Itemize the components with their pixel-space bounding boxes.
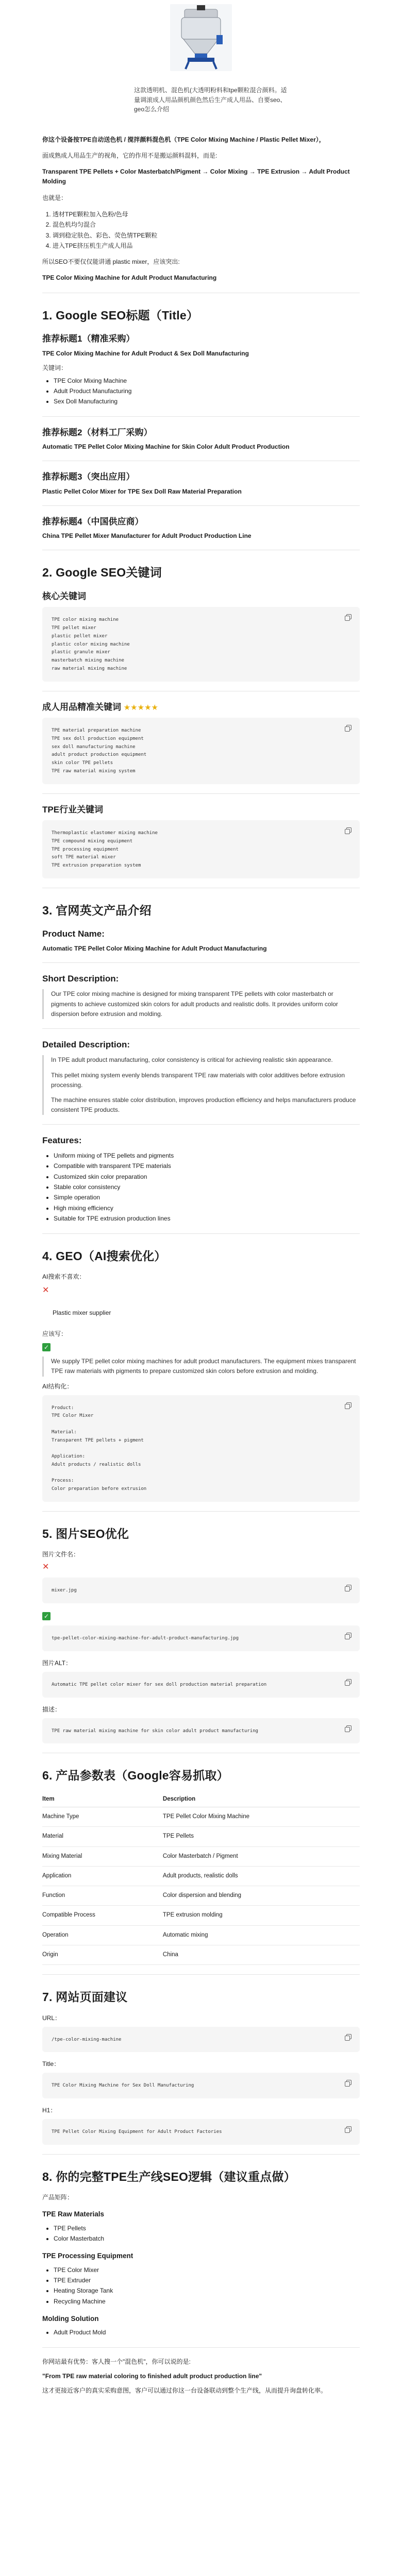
table-cell: Adult products, realistic dolls [163,1866,360,1886]
table-row [42,1906,360,1925]
code-text: TPE Pellet Color Mixing Equipment for Adult Product Factories [52,2129,222,2135]
process-steps [53,209,360,251]
code-text: Automatic TPE pellet color mixer for sex doll production material preparation [52,1682,267,1687]
copy-icon[interactable] [345,1585,351,1591]
subheading: 推荐标题1（精准采购） [42,334,135,344]
code-block [42,2073,360,2098]
label: 图片文件名： [42,1551,80,1558]
cross-icon: ✕ [42,1563,49,1572]
label: 产品矩阵： [42,2194,74,2201]
divider [42,505,360,506]
divider [42,2347,360,2348]
cross-icon: ✕ [42,1286,49,1295]
divider [42,962,360,963]
list-item: • TPE Color Mixer [54,2265,360,2275]
table-cell: TPE Pellets [163,1827,360,1846]
subheading-text: 成人用品精准关键词 [42,702,121,712]
code-text: TPE color mixing machine TPE pellet mixer plastic pellet mixer plastic color mixing machine plastic granule mixer masterbatch mixing machine raw material mixing machine [52,617,130,671]
bad-example [42,1561,360,1573]
list-item: • Recycling Machine [54,2296,360,2307]
paragraph: This pellet mixing system evenly blends transparent TPE raw materials with color additives before extrusion processing. [51,1071,345,1089]
copy-icon[interactable] [345,2126,351,2133]
divider [42,416,360,417]
divider [42,1974,360,1975]
divider [42,1124,360,1125]
subheading [42,701,360,714]
intro [42,135,360,283]
paragraph: In TPE adult product manufacturing, color consistency is critical for achieving realistic skin appearance. [51,1056,333,1064]
hero [0,0,402,114]
copy-icon[interactable] [345,614,351,621]
code-text: Thermoplastic elastomer mixing machine TPE compound mixing equipment TPE processing equipment soft TPE material mixer TPE extrusion preparation system [52,831,158,869]
list-item: • Simple operation [54,1192,360,1202]
table-cell: Material [42,1827,163,1846]
copy-icon[interactable] [345,725,351,732]
code-block [42,820,360,878]
code-block [42,1578,360,1603]
table-cell: TPE extrusion molding [163,1906,360,1925]
list-item: • Sex Doll Manufacturing [54,396,360,406]
subheading: Detailed Description: [42,1039,130,1049]
check-icon: ✓ [42,1612,51,1620]
divider [42,2154,360,2155]
mixer-illustration [170,4,232,71]
group-heading: TPE Processing Equipment [42,2252,133,2260]
subheading: Features: [42,1136,82,1146]
process-flow: Transparent TPE Pellets + Color Masterbatch/Pigment → Color Mixing → TPE Extrusion → Adult Product Molding [42,168,350,185]
section-heading: 2. Google SEO关键词 [42,566,162,580]
label: H1： [42,2107,57,2114]
label: AI结构化： [42,1382,73,1390]
divider [42,793,360,794]
table-row [42,1945,360,1964]
divider [42,1233,360,1234]
check-icon: ✓ [42,1343,51,1351]
label: AI搜索不喜欢： [42,1273,86,1281]
paragraph: 你网站最有优势：客人搜一个"混色机"，你可以说的是: [42,2358,191,2365]
label: Title： [42,2060,60,2068]
table-cell: Automatic mixing [163,1925,360,1945]
code-block [42,1718,360,1744]
subheading: Product Name: [42,929,105,939]
copy-icon[interactable] [345,1402,351,1409]
code-block [42,1672,360,1698]
product-list [54,2265,360,2307]
detailed-description [42,1055,360,1115]
intro-line: 面成熟成人用品生产的视角，它的作用不是搬运颜料混料，而是: [42,151,217,159]
subheading: 推荐标题2（材料工厂采购） [42,427,153,437]
copy-icon[interactable] [345,1679,351,1686]
list-item: • Stable color consistency [54,1182,360,1192]
table-cell: Machine Type [42,1807,163,1827]
table-row [42,1807,360,1827]
list-item: • Uniform mixing of TPE pellets and pigments [54,1150,360,1161]
feature-list [54,1150,360,1224]
good-example [42,1342,360,1352]
list-item: • Customized skin color preparation [54,1172,360,1182]
code-block [42,1625,360,1651]
code-text: mixer.jpg [52,1588,77,1594]
section-heading: 6. 产品参数表（Google容易抓取） [42,1769,229,1783]
copy-icon[interactable] [345,2080,351,2087]
subheading: Short Description: [42,973,119,984]
code-text: TPE material preparation machine TPE sex doll production equipment sex doll manufacturing machine adult product production equipment skin color TPE pellets TPE raw material mixing system [52,728,147,774]
list-item: • Color Masterbatch [54,2233,360,2244]
keyword-list [54,376,360,407]
list-item: • Adult Product Mold [54,2327,360,2337]
rating-stars: ★★★★★ [123,703,158,712]
process-step: 4. 进入TPE挤压机生产成人用品 [53,241,360,251]
code-text: /tpe-color-mixing-machine [52,2037,122,2042]
table-cell: Mixing Material [42,1846,163,1866]
group-heading: TPE Raw Materials [42,2210,105,2218]
copy-icon[interactable] [345,1633,351,1639]
content [0,135,402,2395]
good-example-text [42,1357,360,1376]
subheading: 核心关键词 [42,591,86,601]
title-suggestion: Automatic TPE Pellet Color Mixing Machine for Skin Color Adult Product Production [42,443,290,451]
label: 图片ALT： [42,1659,72,1667]
table-cell: Function [42,1886,163,1906]
code-text: tpe-pellet-color-mixing-machine-for-adult-product-manufacturing.jpg [52,1636,239,1641]
table-row [42,1886,360,1906]
list-item: • High mixing efficiency [54,1203,360,1213]
table-cell: China [163,1945,360,1964]
product-list [54,2327,360,2337]
divider [42,1028,360,1029]
good-example [42,1611,360,1621]
table-row [42,1866,360,1886]
process-step: 2. 混色机均匀混合 [53,219,360,230]
subheading: 推荐标题3（突出应用） [42,472,135,482]
column-header: Description [163,1792,360,1807]
group-heading: Molding Solution [42,2315,99,2323]
table-cell: Origin [42,1945,163,1964]
section-heading: 1. Google SEO标题（Title） [42,308,199,322]
product-list [54,2223,360,2244]
table-cell: Application [42,1866,163,1886]
paragraph: We supply TPE pellet color mixing machines for adult product manufacturers. The equipment mixes transparent TPE raw materials with pigments to prepare customized skin colors before extrusion and molding. [51,1358,356,1375]
mixer-machine-image [170,4,232,71]
paragraph: The machine ensures stable color distribution, improves production efficiency and helps manufacturers produce consistent TPE products. [51,1096,356,1114]
title-suggestion: TPE Color Mixing Machine for Adult Product & Sex Doll Manufacturing [42,349,249,357]
table-cell: Color dispersion and blending [163,1886,360,1906]
label: 描述： [42,1705,61,1713]
table-cell: Operation [42,1925,163,1945]
label: 应该写： [42,1330,68,1338]
table-row [42,1846,360,1866]
section-heading: 3. 官网英文产品介绍 [42,903,152,917]
copy-icon[interactable] [345,2034,351,2041]
label: 关键词： [42,364,68,371]
label: URL： [42,2014,61,2022]
list-item: • TPE Extruder [54,2275,360,2285]
subheading: 推荐标题4（中国供应商） [42,516,144,527]
section-heading: 4. GEO（AI搜索优化） [42,1249,166,1263]
list-item: • Adult Product Manufacturing [54,386,360,396]
paragraph: Our TPE color mixing machine is designed for mixing transparent TPE pellets with color masterbatch or pigments to achieve customized skin colors for adult products and realistic dolls. It provides uniform color dispersion before extrusion and molding. [51,990,338,1018]
code-block [42,1395,360,1502]
code-text: Product: TPE Color Mixer Material: Transparent TPE pellets + pigment Application: Adult products / realistic dolls Process: Color preparation before extrusion [52,1405,147,1492]
intro-line: 你这个设备按TPE自动送色机 / 搅拌颜料混色机（TPE Color Mixing Machine / Plastic Pellet Mixer）， [42,135,325,143]
hero-caption-line: geo怎么介绍 [134,106,170,113]
code-block [42,718,360,784]
table-header-row [42,1792,360,1807]
title-suggestion: Plastic Pellet Color Mixer for TPE Sex Doll Raw Material Preparation [42,487,242,495]
list-item: • Suitable for TPE extrusion production lines [54,1213,360,1224]
copy-icon[interactable] [345,827,351,834]
table-row [42,1925,360,1945]
product-name: Automatic TPE Pellet Color Mixing Machine for Adult Product Manufacturing [42,944,267,952]
parameter-table [42,1792,360,1965]
paragraph: 这才更接近客户的真实采购意图，客户可以通过你这一台设备联动到整个生产线，从而提升询盘转化率。 [42,2386,327,2394]
code-block [42,607,360,681]
code-text: TPE raw material mixing machine for skin color adult product manufacturing [52,1728,258,1734]
copy-icon[interactable] [345,1725,351,1732]
intro-line: 所以SEO不要仅仅能讲通 plastic mixer，应该突出: [42,258,180,266]
bad-example [42,1284,360,1297]
table-cell: TPE Pellet Color Mixing Machine [163,1807,360,1827]
column-header: Item [42,1792,163,1807]
divider [42,1511,360,1512]
list-item: • Compatible with transparent TPE materials [54,1161,360,1171]
table-cell: Compatible Process [42,1906,163,1925]
hero-caption-line: 量调滚成人用品颜机颜色然后生产成人用品、自要seo、 [134,96,287,104]
section-heading: 5. 图片SEO优化 [42,1527,129,1540]
table-cell: Color Masterbatch / Pigment [163,1846,360,1866]
process-step: 1. 透材TPE颗粒加入色粉/色母 [53,209,360,219]
hero-caption-line: 这款透明机、混色机(大透明粉料和tpe颗粒混合颜料。适 [134,87,287,94]
list-item: • TPE Pellets [54,2223,360,2233]
highlight-quote: "From TPE raw material coloring to finished adult product production line" [42,2372,262,2380]
example-text: Plastic mixer supplier [53,1309,111,1317]
title-suggestion: China TPE Pellet Mixer Manufacturer for Adult Product Production Line [42,532,252,540]
list-item: • TPE Color Mixing Machine [54,376,360,386]
section-heading: 8. 你的完整TPE生产线SEO逻辑（建议重点做） [42,2170,296,2183]
intro-line: 也就是： [42,194,68,201]
subheading: TPE行业关键词 [42,804,104,815]
list-item: • Heating Storage Tank [54,2285,360,2296]
short-description [42,989,360,1019]
code-text: TPE Color Mixing Machine for Sex Doll Manufacturing [52,2083,194,2089]
code-block [42,2027,360,2053]
section-heading: 7. 网站页面建议 [42,1990,128,2004]
table-row [42,1827,360,1846]
process-step: 3. 调到稳定肤色、彩色、荧色情TPE颗粒 [53,230,360,241]
hero-caption [134,86,381,114]
intro-highlight: TPE Color Mixing Machine for Adult Product Manufacturing [42,274,217,282]
bad-example-text [42,1301,360,1325]
code-block [42,2119,360,2145]
